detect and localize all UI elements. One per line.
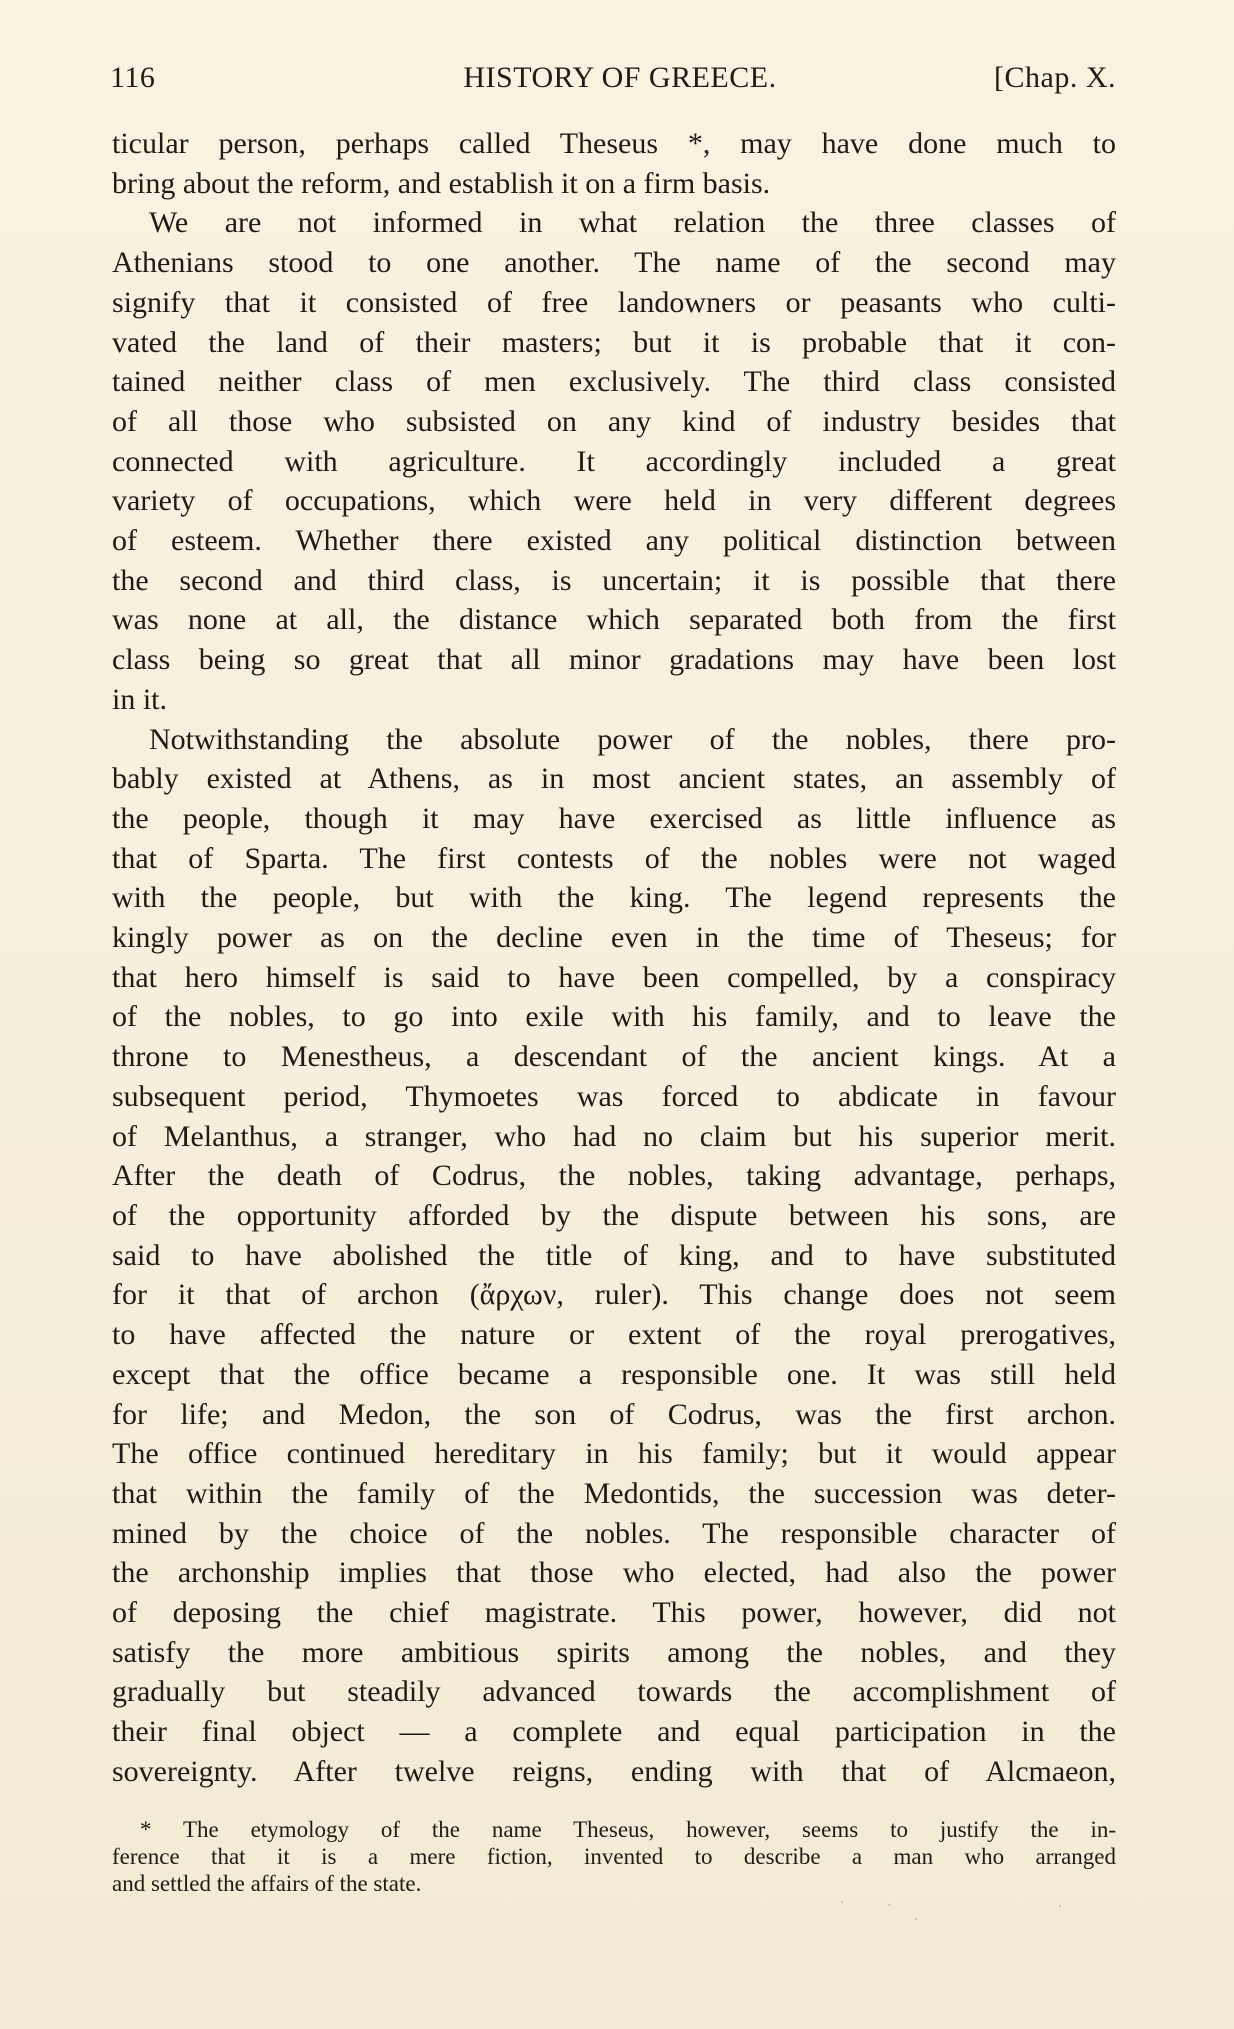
- text-line: that hero himself is said to have been compelled, by a conspiracy: [112, 960, 1116, 994]
- text-line: the second and third class, is uncertain; it is possible that there: [112, 563, 1116, 597]
- text-line: tained neither class of men exclusively. The third class consisted: [112, 365, 1116, 399]
- text-line: the people, though it may have exercised as little influence as: [112, 801, 1116, 835]
- page-number: 116: [110, 61, 156, 94]
- text-line: After the death of Codrus, the nobles, taking advantage, perhaps,: [112, 1159, 1116, 1193]
- text-line: Athenians stood to one another. The name of the second may: [112, 246, 1116, 280]
- text-line: mined by the choice of the nobles. The responsible character of: [112, 1516, 1116, 1550]
- text-line: bably existed at Athens, as in most ancient states, an assembly of: [112, 762, 1116, 796]
- footnote-line: and settled the affairs of the state.: [112, 1871, 422, 1896]
- text-line: that within the family of the Medontids, the succession was deter-: [112, 1476, 1116, 1510]
- text-line: sovereignty. After twelve reigns, ending with that of Alcmaeon,: [112, 1754, 1116, 1788]
- text-line: throne to Menestheus, a descendant of the ancient kings. At a: [112, 1040, 1116, 1074]
- paper-speck: [1059, 1905, 1061, 1907]
- body-text: [112, 124, 1116, 1792]
- text-line: We are not informed in what relation the three classes of: [149, 206, 1116, 240]
- text-line: The office continued hereditary in his family; but it would appear: [112, 1437, 1116, 1471]
- text-line: kingly power as on the decline even in the time of Theseus; for: [112, 921, 1116, 955]
- text-line: except that the office became a responsible one. It was still held: [112, 1357, 1116, 1391]
- running-title: HISTORY OF GREECE.: [463, 61, 777, 94]
- text-line: the archonship implies that those who elected, had also the power: [112, 1556, 1116, 1590]
- text-line: for it that of archon (ἄρχων, ruler). This change does not seem: [112, 1278, 1116, 1312]
- footnote-line: ference that it is a mere fiction, invented to describe a man who arranged: [112, 1844, 1116, 1869]
- text-line: Notwithstanding the absolute power of the nobles, there pro-: [149, 722, 1116, 756]
- text-line: of Melanthus, a stranger, who had no claim but his superior merit.: [112, 1119, 1116, 1153]
- text-line: connected with agriculture. It accordingly included a great: [112, 444, 1116, 478]
- text-line: ticular person, perhaps called Theseus *, may have done much to: [112, 127, 1116, 160]
- text-line: with the people, but with the king. The legend represents the: [112, 881, 1116, 915]
- text-line: class being so great that all minor gradations may have been lost: [112, 643, 1116, 677]
- text-line: of deposing the chief magistrate. This power, however, did not: [112, 1596, 1116, 1630]
- footnote-line: * The etymology of the name Theseus, however, seems to justify the in-: [140, 1817, 1116, 1842]
- chapter-label: [Chap. X.: [994, 61, 1116, 94]
- paper-speck: [915, 1918, 917, 1920]
- text-line: signify that it consisted of free landowners or peasants who culti-: [112, 285, 1116, 319]
- text-line: that of Sparta. The first contests of the nobles were not waged: [112, 841, 1116, 875]
- text-line: satisfy the more ambitious spirits among the nobles, and they: [112, 1635, 1116, 1669]
- text-line: of the opportunity afforded by the dispute between his sons, are: [112, 1198, 1116, 1232]
- text-line: of all those who subsisted on any kind of industry besides that: [112, 404, 1116, 438]
- paper-speck: [841, 1901, 843, 1903]
- text-line: in it.: [112, 682, 168, 716]
- text-line: vated the land of their masters; but it is probable that it con-: [112, 325, 1116, 359]
- text-line: said to have abolished the title of king, and to have substituted: [112, 1238, 1116, 1272]
- running-header: [110, 58, 1116, 98]
- paper-speck: [888, 1904, 890, 1906]
- footnote: [112, 1816, 1116, 1897]
- text-line: of the nobles, to go into exile with his family, and to leave the: [112, 1000, 1116, 1034]
- text-line: gradually but steadily advanced towards the accomplishment of: [112, 1675, 1116, 1709]
- text-line: bring about the reform, and establish it on a firm basis.: [112, 166, 771, 200]
- text-line: of esteem. Whether there existed any political distinction between: [112, 524, 1116, 558]
- text-line: their final object — a complete and equal participation in the: [112, 1715, 1116, 1749]
- text-line: for life; and Medon, the son of Codrus, was the first archon.: [112, 1397, 1116, 1431]
- text-line: was none at all, the distance which separated both from the first: [112, 603, 1116, 637]
- text-line: to have affected the nature or extent of the royal prerogatives,: [112, 1318, 1116, 1352]
- text-line: subsequent period, Thymoetes was forced to abdicate in favour: [112, 1079, 1116, 1113]
- text-line: variety of occupations, which were held in very different degrees: [112, 484, 1116, 518]
